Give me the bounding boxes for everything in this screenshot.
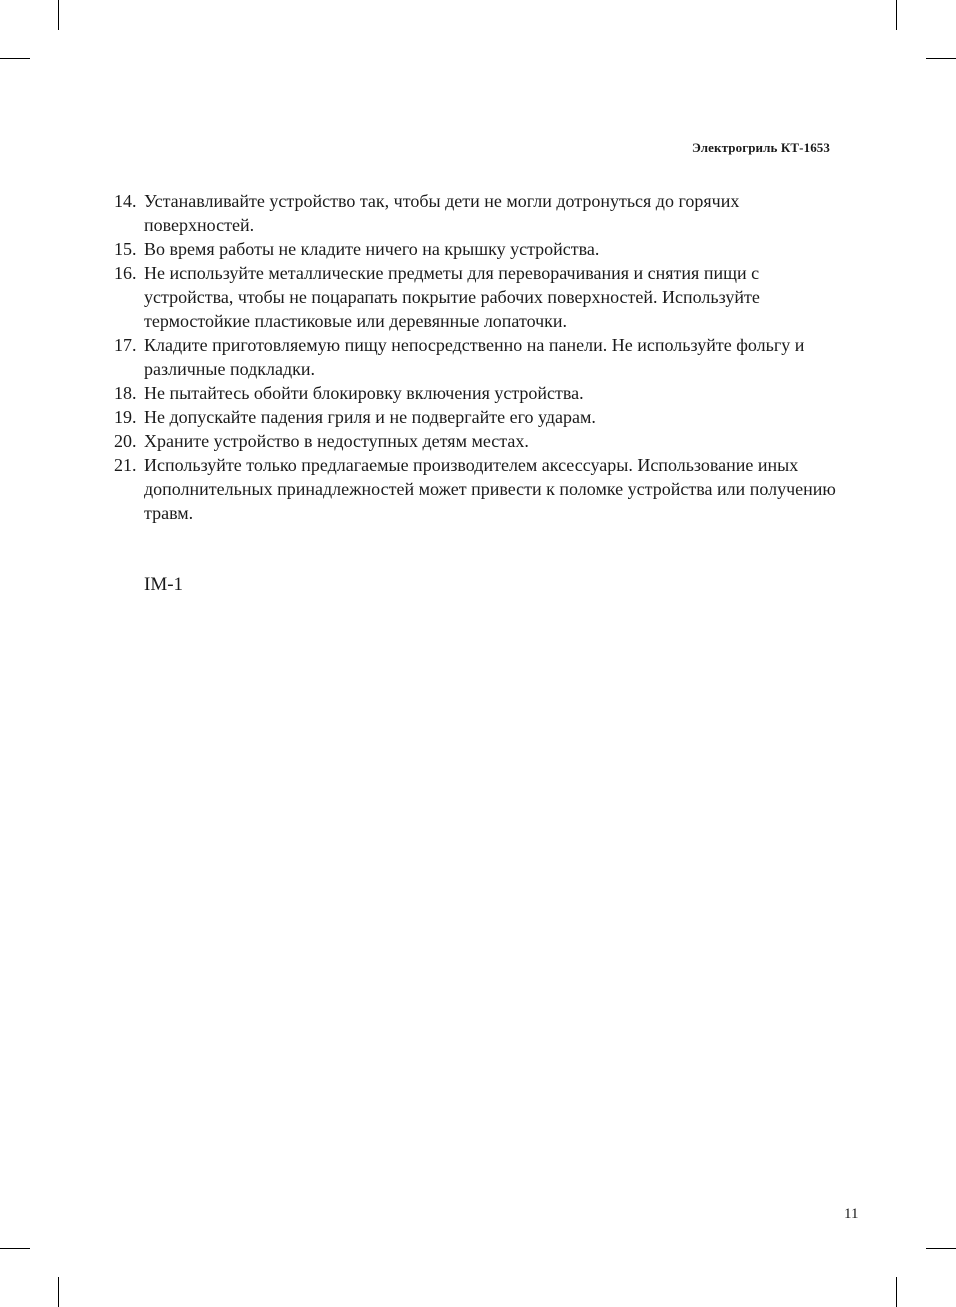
list-item xyxy=(114,381,844,405)
item-text: Не используйте металлические предметы для переворачивания и снятия пищи с устройства, чтобы не поцарапать покрытие рабочих поверхностей. Используйте термостойкие пластиковые или деревянные лопаточки. xyxy=(144,263,760,331)
item-number: 15. xyxy=(114,239,137,259)
list-item xyxy=(114,429,844,453)
item-text: Во время работы не кладите ничего на крышку устройства. xyxy=(144,239,600,259)
crop-mark-top-right-vertical xyxy=(896,0,897,30)
running-header: Электрогриль КТ-1653 xyxy=(692,140,830,155)
crop-mark-bottom-right-vertical xyxy=(896,1277,897,1307)
list-item xyxy=(114,237,844,261)
safety-instructions-list xyxy=(114,189,844,525)
item-text: Не допускайте падения гриля и не подвергайте его ударам. xyxy=(144,407,596,427)
list-item xyxy=(114,453,844,525)
crop-mark-bottom-left-horizontal xyxy=(0,1248,30,1249)
item-number: 14. xyxy=(114,191,137,211)
crop-mark-bottom-right-horizontal xyxy=(926,1248,956,1249)
item-text: Храните устройство в недоступных детям местах. xyxy=(144,431,529,451)
item-text: Не пытайтесь обойти блокировку включения устройства. xyxy=(144,383,584,403)
crop-mark-top-right-horizontal xyxy=(926,58,956,59)
item-number: 16. xyxy=(114,263,137,283)
item-number: 18. xyxy=(114,383,137,403)
crop-mark-top-left-vertical xyxy=(58,0,59,30)
item-text: Используйте только предлагаемые производителем аксессуары. Использование иных дополнительных принадлежностей может привести к поломке устройства или получению травм. xyxy=(144,455,836,523)
page-number: 11 xyxy=(844,1206,859,1222)
item-text: Устанавливайте устройство так, чтобы дети не могли дотронуться до горячих поверхностей. xyxy=(144,191,740,235)
crop-mark-top-left-horizontal xyxy=(0,58,30,59)
item-number: 19. xyxy=(114,407,137,427)
crop-mark-bottom-left-vertical xyxy=(58,1277,59,1307)
document-code: IM-1 xyxy=(144,574,184,595)
item-number: 21. xyxy=(114,455,137,475)
list-item xyxy=(114,405,844,429)
list-item xyxy=(114,189,844,237)
list-item xyxy=(114,261,844,333)
item-number: 17. xyxy=(114,335,137,355)
item-text: Кладите приготовляемую пищу непосредственно на панели. Не используйте фольгу и различные подкладки. xyxy=(144,335,805,379)
list-item xyxy=(114,333,844,381)
item-number: 20. xyxy=(114,431,137,451)
